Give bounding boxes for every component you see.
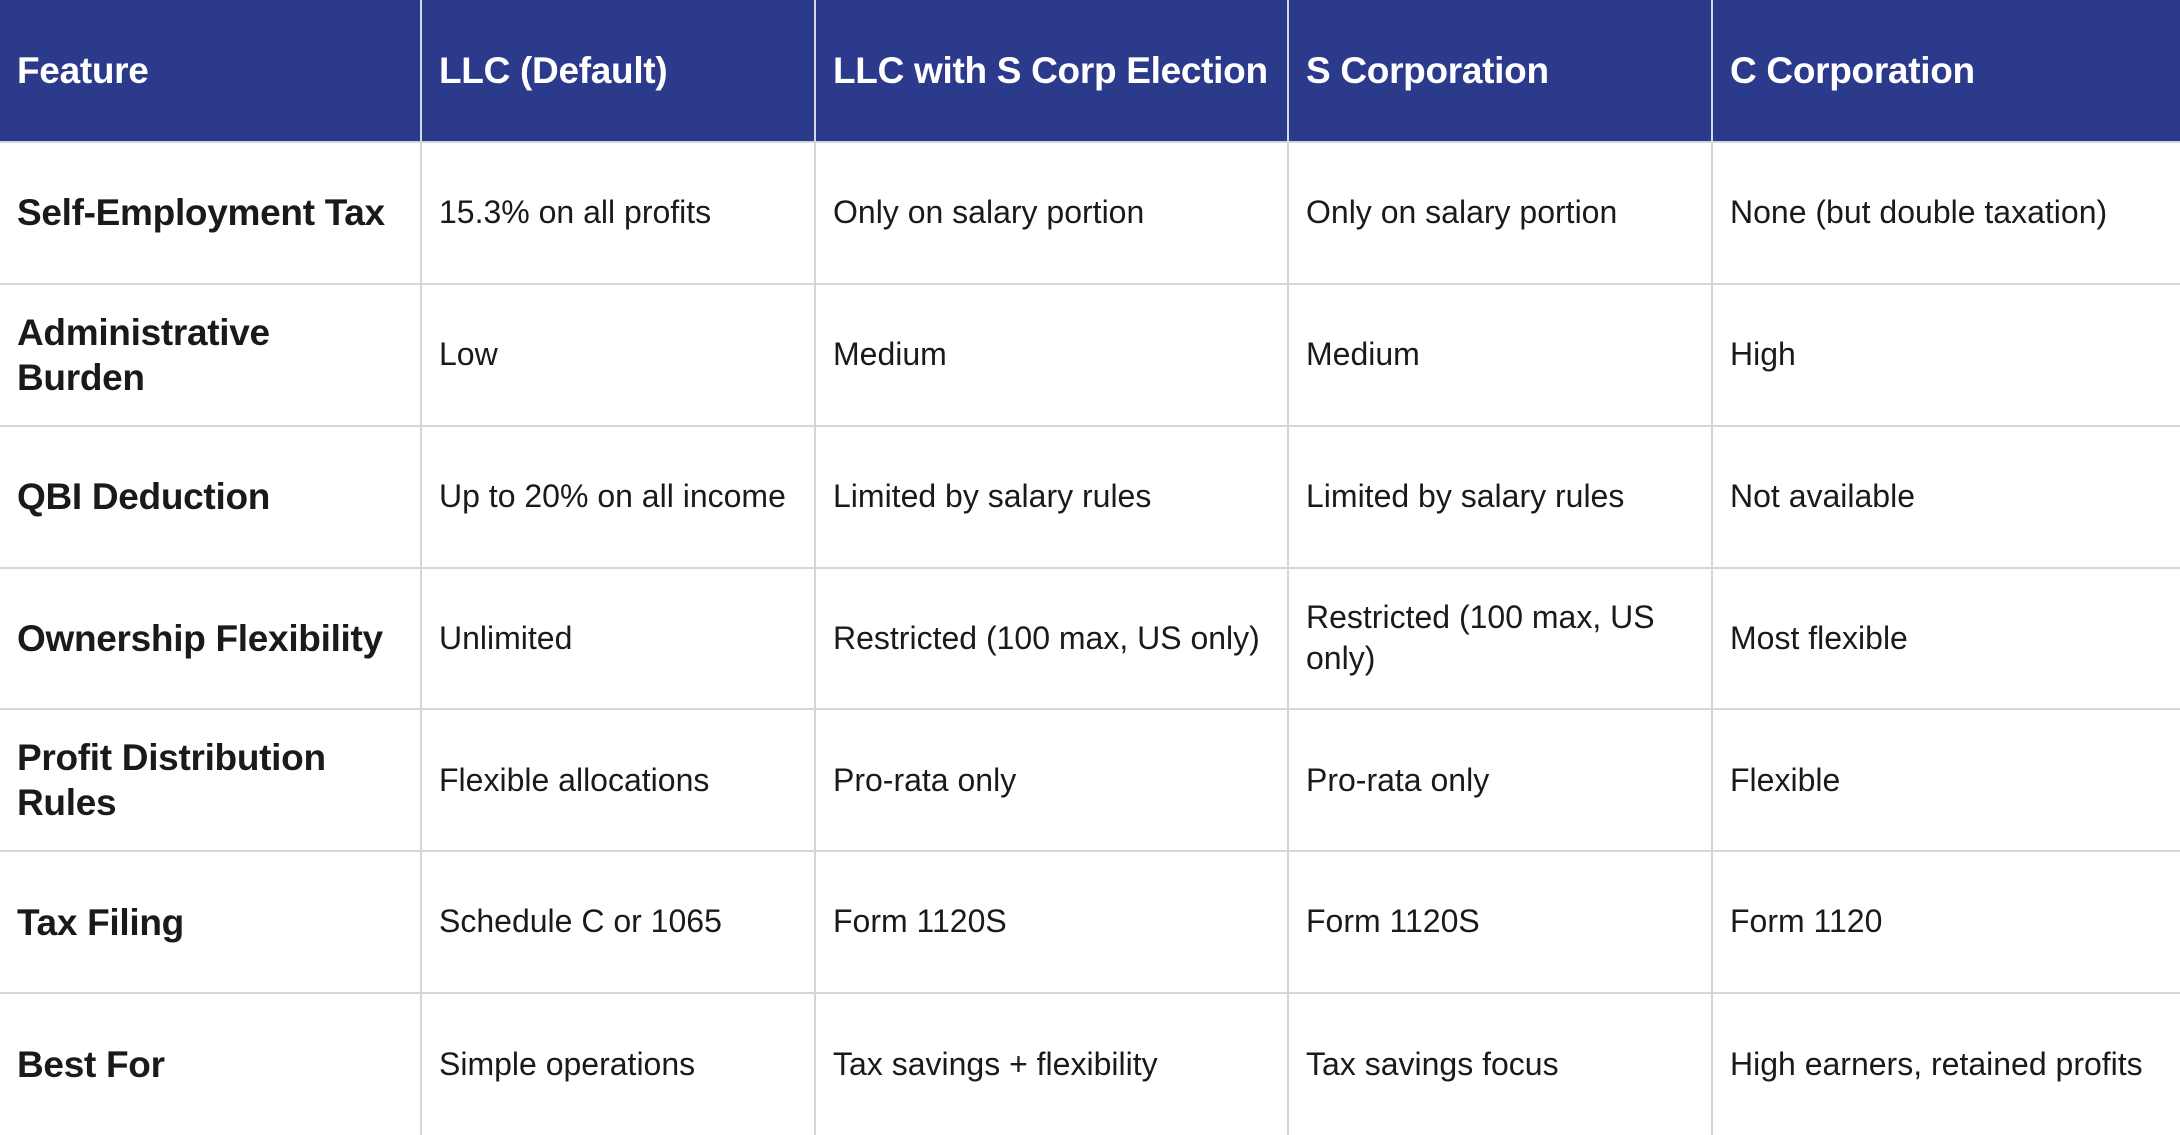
table-cell: Form 1120S (815, 851, 1288, 993)
table-cell: High earners, retained profits (1712, 993, 2180, 1135)
table-row (0, 142, 2180, 284)
table-cell: Tax savings focus (1288, 993, 1712, 1135)
row-label: Self-Employment Tax (0, 142, 421, 284)
header-llc-s-corp-election: LLC with S Corp Election (815, 0, 1288, 142)
row-label: Ownership Flexibility (0, 568, 421, 710)
table-cell: Unlimited (421, 568, 815, 710)
table-cell: Schedule C or 1065 (421, 851, 815, 993)
table-cell: Up to 20% on all income (421, 426, 815, 568)
table-row (0, 284, 2180, 426)
table-cell: Most flexible (1712, 568, 2180, 710)
table-cell: Limited by salary rules (1288, 426, 1712, 568)
table-cell: Flexible (1712, 709, 2180, 851)
table-cell: Medium (1288, 284, 1712, 426)
row-label: Tax Filing (0, 851, 421, 993)
table-cell: Not available (1712, 426, 2180, 568)
header-row (0, 0, 2180, 142)
table-cell: Form 1120S (1288, 851, 1712, 993)
row-label: QBI Deduction (0, 426, 421, 568)
header-c-corporation: C Corporation (1712, 0, 2180, 142)
table-cell: 15.3% on all profits (421, 142, 815, 284)
table-cell: Only on salary portion (815, 142, 1288, 284)
table-cell: Pro-rata only (815, 709, 1288, 851)
table-cell: Low (421, 284, 815, 426)
table-cell: Flexible allocations (421, 709, 815, 851)
table-cell: Only on salary portion (1288, 142, 1712, 284)
table-header (0, 0, 2180, 142)
table-row (0, 709, 2180, 851)
table-cell: Tax savings + flexibility (815, 993, 1288, 1135)
row-label: Best For (0, 993, 421, 1135)
row-label: Profit Distribution Rules (0, 709, 421, 851)
table-cell: High (1712, 284, 2180, 426)
table-cell: Medium (815, 284, 1288, 426)
table-cell: Restricted (100 max, US only) (815, 568, 1288, 710)
table-row (0, 993, 2180, 1135)
table-row (0, 851, 2180, 993)
table-cell: Form 1120 (1712, 851, 2180, 993)
table-cell: Restricted (100 max, US only) (1288, 568, 1712, 710)
table-row (0, 426, 2180, 568)
row-label: Administrative Burden (0, 284, 421, 426)
table-cell: Simple operations (421, 993, 815, 1135)
table-cell: Limited by salary rules (815, 426, 1288, 568)
table-cell: None (but double taxation) (1712, 142, 2180, 284)
header-feature: Feature (0, 0, 421, 142)
header-s-corporation: S Corporation (1288, 0, 1712, 142)
table-cell: Pro-rata only (1288, 709, 1712, 851)
header-llc-default: LLC (Default) (421, 0, 815, 142)
table-body (0, 142, 2180, 1135)
table-row (0, 568, 2180, 710)
